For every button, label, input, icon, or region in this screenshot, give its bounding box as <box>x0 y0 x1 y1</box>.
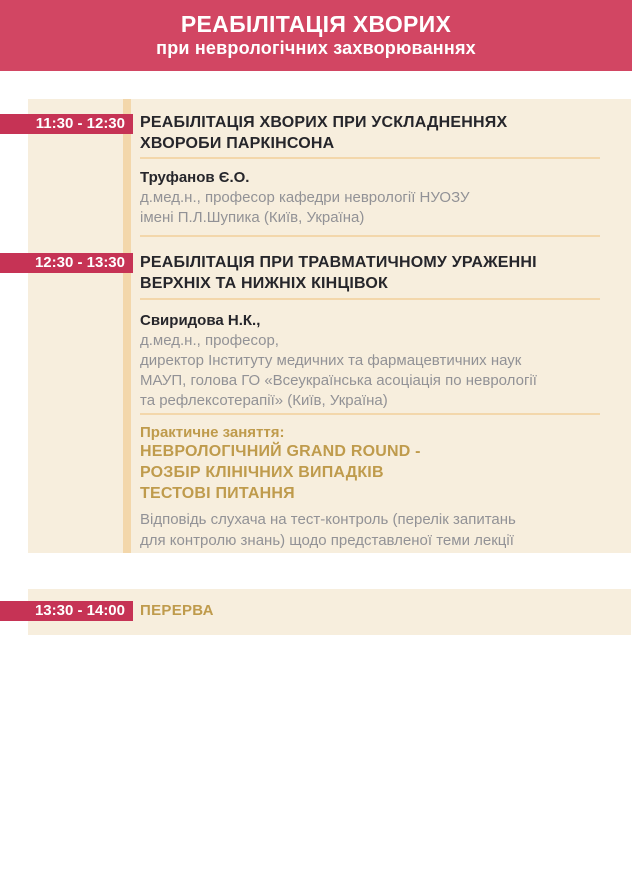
speaker-detail: директор Інституту медичних та фармацевтичних наук <box>140 352 522 369</box>
practical-title-line-3: ТЕСТОВІ ПИТАННЯ <box>140 485 295 502</box>
break-label: ПЕРЕРВА <box>140 602 214 619</box>
schedule-content <box>140 99 631 551</box>
speaker-name-1: Труфанов Є.О. <box>140 169 250 186</box>
practical-title-line-2: РОЗБІР КЛІНІЧНИХ ВИПАДКІВ <box>140 464 384 481</box>
practical-description <box>140 509 631 551</box>
time-badge-session-2: 12:30 - 13:30 <box>0 253 133 273</box>
practical-description-line-2: для контролю знань) щодо представленої теми лекції <box>140 532 514 549</box>
session-1-title <box>140 112 631 154</box>
session-1-speaker <box>140 168 631 228</box>
timeline-stripe <box>123 99 131 553</box>
speaker-detail: та рефлексотерапії» (Київ, Україна) <box>140 392 388 409</box>
section-divider-4 <box>140 413 600 415</box>
header-banner <box>0 0 632 71</box>
page-title: РЕАБІЛІТАЦІЯ ХВОРИХ <box>180 11 452 37</box>
practical-label: Практичне заняття: <box>140 424 285 441</box>
session-2-title-line-2: ВЕРХНІХ ТА НИЖНІХ КІНЦІВОК <box>140 275 388 292</box>
section-divider-1 <box>140 157 600 159</box>
time-badge-session-1: 11:30 - 12:30 <box>0 114 133 134</box>
session-2-title <box>140 252 631 294</box>
session-1-title-line-2: ХВОРОБИ ПАРКІНСОНА <box>140 135 335 152</box>
practical-description-line-1: Відповідь слухача на тест-контроль (перелік запитань <box>140 511 516 528</box>
speaker-detail: імені П.Л.Шупика (Київ, Україна) <box>140 209 365 226</box>
speaker-detail: д.мед.н., професор кафедри неврології НУОЗУ <box>140 189 470 206</box>
section-divider-2 <box>140 235 600 237</box>
speaker-name-2: Свиридова Н.К., <box>140 312 261 329</box>
speaker-detail: д.мед.н., професор, <box>140 332 279 349</box>
time-badge-break: 13:30 - 14:00 <box>0 601 133 621</box>
practical-title <box>140 441 631 504</box>
page-subtitle: при неврологічних захворюваннях <box>156 38 476 58</box>
speaker-detail: МАУП, голова ГО «Всеукраїнська асоціація по неврології <box>140 372 537 389</box>
session-1-title-line-1: РЕАБІЛІТАЦІЯ ХВОРИХ ПРИ УСКЛАДНЕННЯХ <box>140 114 508 131</box>
practical-title-line-1: НЕВРОЛОГІЧНИЙ GRAND ROUND - <box>140 443 421 460</box>
schedule-panel <box>28 99 631 553</box>
section-divider-3 <box>140 298 600 300</box>
session-2-title-line-1: РЕАБІЛІТАЦІЯ ПРИ ТРАВМАТИЧНОМУ УРАЖЕННІ <box>140 254 537 271</box>
session-2-speaker <box>140 311 631 411</box>
